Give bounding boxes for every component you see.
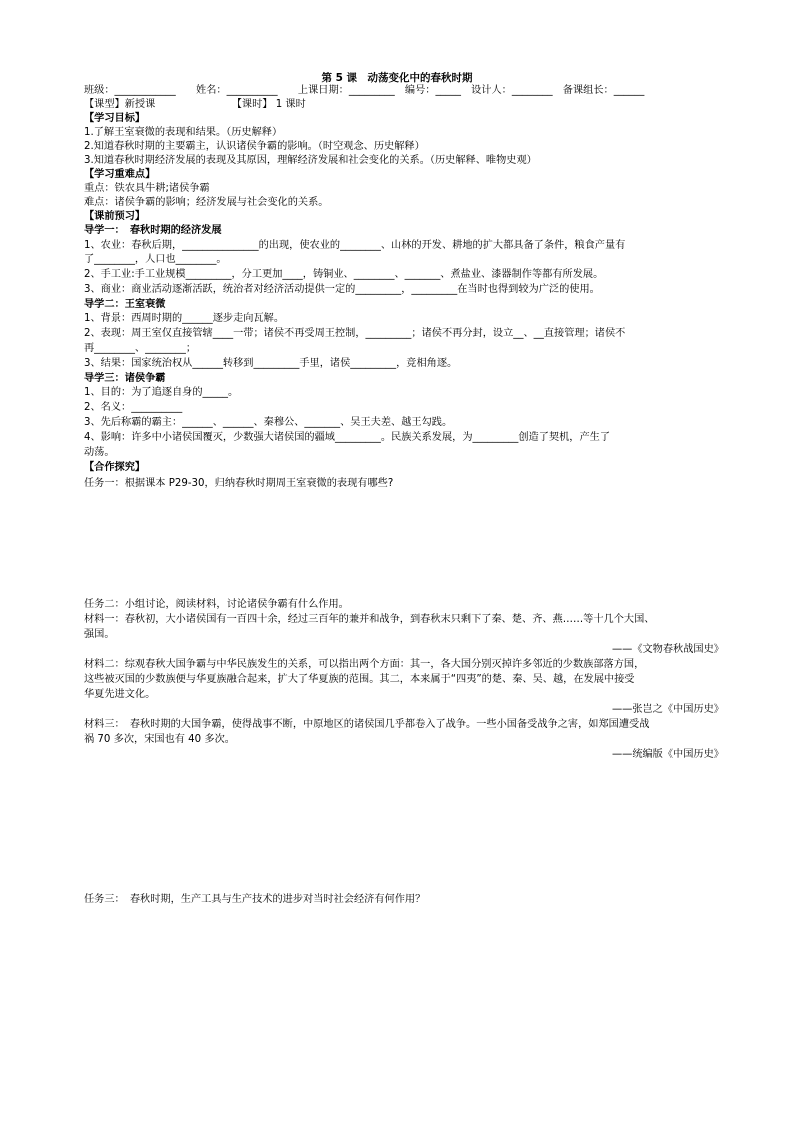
material-1: 材料一：春秋初，大小诸侯国有一百四十余，经过三百年的兼并和战争，到春秋末只剩下了秦、楚、齐、燕……等十几个大国、: [84, 614, 655, 625]
fill-blank-line: 2、手工业:手工业规模_________，分工更加____，铸铜业、________、_______、煮盐业、漆器制作等都有所发展。: [84, 269, 604, 280]
fill-blank-line: 1、背景：西周时期的______逐步走向瓦解。: [84, 313, 285, 324]
lesson-type: 【课型】新授课 【课时】 1 课时: [84, 99, 306, 110]
goal-item: 3.知道春秋时期经济发展的表现及其原因，理解经济发展和社会变化的关系。（历史解释、唯物史观）: [84, 155, 537, 166]
material-2: 华夏先进文化。: [84, 689, 156, 700]
fill-blank-line: 了________，人口也________。: [84, 254, 227, 265]
preview-heading: 【课前预习】: [84, 211, 146, 222]
header-info-row: 班级：____________ 姓名：__________ 上课日期：_________ 编号：_____ 设计人：________ 备课组长：______: [84, 85, 645, 96]
focus-difficult: 难点：诸侯争霸的影响；经济发展与社会变化的关系。: [84, 197, 329, 208]
page-title: 第 5 课 动荡变化中的春秋时期: [321, 72, 473, 84]
task-2: 任务二：小组讨论，阅读材料，讨论诸侯争霸有什么作用。: [84, 599, 349, 610]
fill-blank-line: 3、先后称霸的霸主：______、______、秦穆公、_______、吴王夫差、越王勾践。: [84, 417, 453, 428]
material-1: 强国。: [84, 629, 115, 640]
material-2: 这些被灭国的少数族便与华夏族融合起来，扩大了华夏族的范围。其二，本来属于“四夷”的楚、秦、吴、越，在发展中接受: [84, 674, 635, 685]
coop-heading: 【合作探究】: [84, 462, 146, 473]
fill-blank-line: 动荡。: [84, 447, 115, 458]
focus-heading: 【学习重难点】: [84, 169, 156, 180]
fill-blank-line: 2、表现：周王室仅直接管辖____一带；诸侯不再受周王控制，_________；诸侯不再分封，设立__、__直接管理；诸侯不: [84, 328, 626, 339]
material-3-source: ——统编版《中国历史》: [611, 749, 724, 760]
guide-3-title: 导学三：诸侯争霸: [84, 373, 166, 384]
fill-blank-line: 再________、________；: [84, 343, 197, 354]
material-2: 材料二：综观春秋大国争霸与中华民族发生的关系，可以指出两个方面：其一，各大国分别灭掉许多邻近的少数族部落方国，: [84, 659, 645, 670]
goals-heading: 【学习目标】: [84, 113, 146, 124]
fill-blank-line: 2、名义：__________: [84, 402, 183, 413]
material-1-source: ——《文物春秋战国史》: [611, 644, 724, 655]
focus-key: 重点：铁农具牛耕;诸侯争霸: [84, 183, 210, 194]
fill-blank-line: 1、农业：春秋后期，_______________的出现，使农业的________、山林的开发、耕地的扩大都具备了条件，粮食产量有: [84, 240, 626, 251]
task-1: 任务一：根据课本 P29-30，归纳春秋时期周王室衰微的表现有哪些?: [84, 478, 394, 489]
fill-blank-line: 3、结果：国家统治权从______转移到_________手里，诸侯_________，竞相角逐。: [84, 358, 458, 369]
guide-1-title: 导学一： 春秋时期的经济发展: [84, 225, 222, 236]
material-3: 材料三： 春秋时期的大国争霸，使得战事不断，中原地区的诸侯国几乎都卷入了战争。一些小国备受战争之害，如郑国遭受战: [84, 719, 650, 730]
fill-blank-line: 1、目的：为了追逐自身的_____。: [84, 387, 239, 398]
guide-2-title: 导学二：王室衰微: [84, 299, 166, 310]
material-3: 祸 70 多次，宋国也有 40 多次。: [84, 734, 235, 745]
fill-blank-line: 3、商业：商业活动逐渐活跃，统治者对经济活动提供一定的_________，_________在当时也得到较为广泛的使用。: [84, 284, 600, 295]
fill-blank-line: 4、影响：许多中小诸侯国覆灭，少数强大诸侯国的疆域_________。民族关系发展，为_________创造了契机，产生了: [84, 432, 611, 443]
goal-item: 1.了解王室衰微的表现和结果。（历史解释）: [84, 127, 283, 138]
goal-item: 2.知道春秋时期的主要霸主，认识诸侯争霸的影响。（时空观念、历史解释）: [84, 141, 425, 152]
material-2-source: ——张岂之《中国历史》: [611, 704, 724, 715]
task-3: 任务三： 春秋时期，生产工具与生产技术的进步对当时社会经济有何作用？: [84, 894, 426, 905]
